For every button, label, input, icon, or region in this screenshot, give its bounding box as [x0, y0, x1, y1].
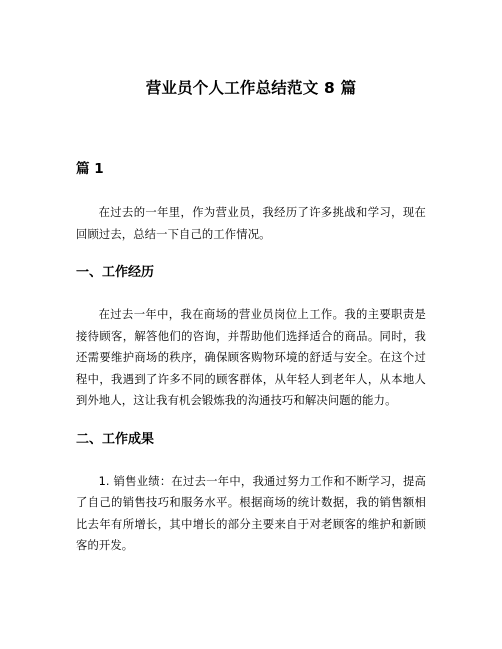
document-title: 营业员个人工作总结范文 8 篇 [145, 79, 357, 97]
intro-paragraph: 在过去的一年里，作为营业员，我经历了许多挑战和学习，现在回顾过去，总结一下自己的工作情况。 [76, 206, 426, 241]
part-heading: 篇 1 [76, 161, 104, 177]
section-heading-experience: 一、工作经历 [76, 265, 155, 280]
section-heading-achievements: 二、工作成果 [76, 431, 155, 447]
achievements-paragraph: 1. 销售业绩：在过去一年中，我通过努力工作和不断学习，提高了自己的销售技巧和服务水平。根据商场的统计数据，我的销售额相比去年有所增长，其中增长的部分主要来自于对老顾客的维护和新顾客的开发。 [76, 474, 426, 552]
experience-paragraph: 在过去一年中，我在商场的营业员岗位上工作。我的主要职责是接待顾客，解答他们的咨询，并帮助他们选择适合的商品。同时，我还需要维护商场的秩序，确保顾客购物环境的舒适与安全。在这个过程中，我遇到了许多不同的顾客群体，从年轻人到老年人，从本地人到外地人，这让我有机会锻炼我的沟通技巧和解决问题的能力。 [76, 308, 426, 407]
